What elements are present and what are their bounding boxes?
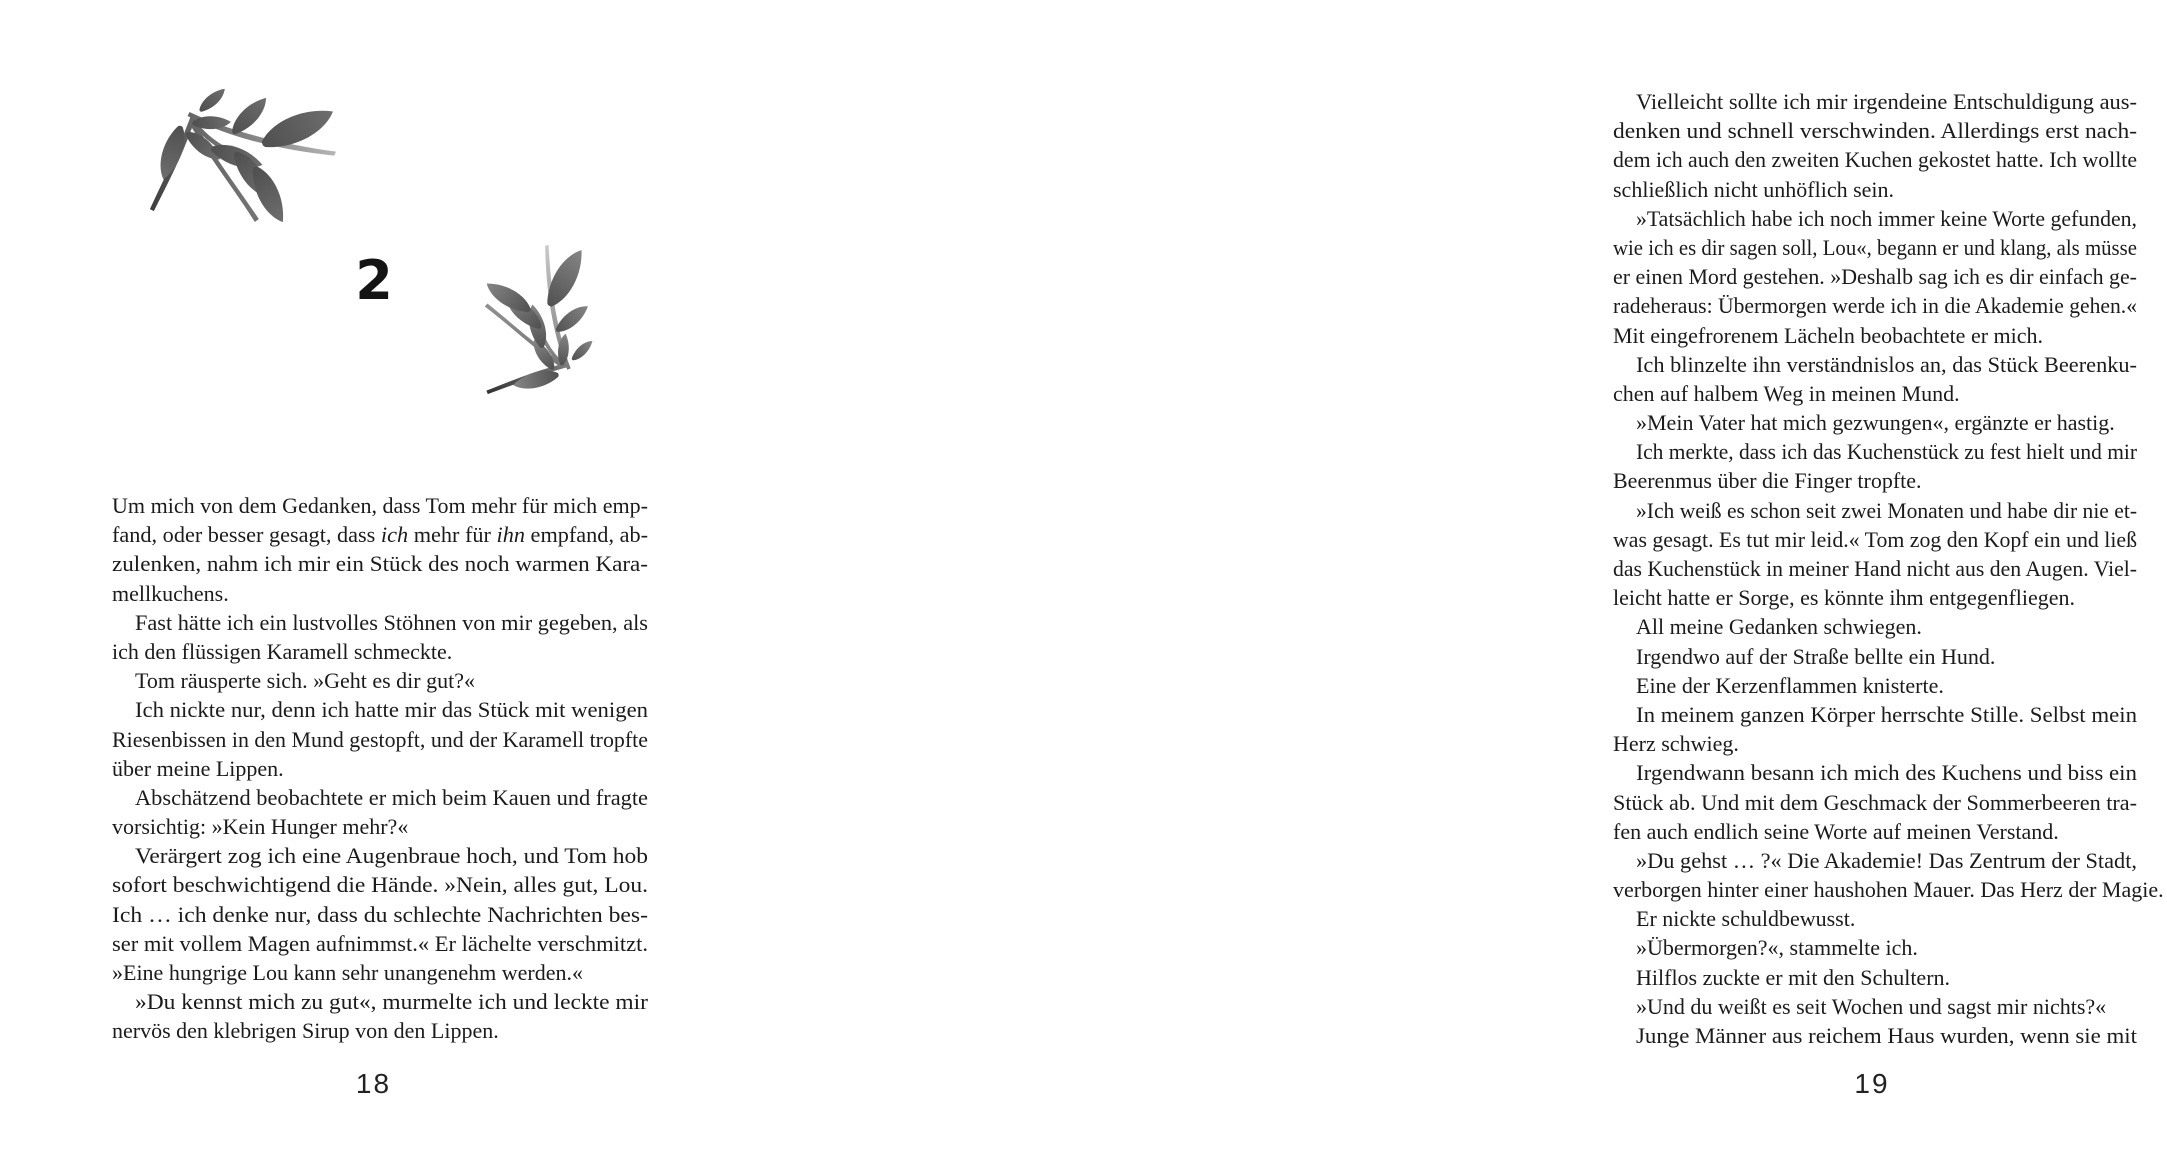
- text-line: leicht hatte er Sorge, es könnte ihm entgegenfliegen.: [1613, 585, 2076, 611]
- text-line: er einen Mord gestehen. »Deshalb sag ich es dir einfach ge-: [1613, 264, 2137, 290]
- text-line: Ich nickte nur, denn ich hatte mir das Stück mit wenigen: [135, 697, 648, 723]
- text-line: radeheraus: Übermorgen werde ich in die Akademie gehen.«: [1613, 293, 2137, 319]
- text-line: »Mein Vater hat mich gezwungen«, ergänzte er hastig.: [1636, 410, 2115, 436]
- text-line: Eine der Kerzenflammen knisterte.: [1636, 672, 1944, 698]
- body-text-right: [1613, 87, 2164, 1050]
- text-line: In meinem ganzen Körper herrschte Stille. Selbst mein: [1636, 701, 2137, 727]
- page-number-left: 18: [355, 1068, 392, 1099]
- text-line: Vielleicht sollte ich mir irgendeine Entschuldigung aus-: [1636, 89, 2137, 114]
- leaf-branch-ornament-right: [465, 226, 590, 416]
- leaf-branch-ornament-top-left: [138, 92, 346, 246]
- text-line: schließlich nicht unhöflich sein.: [1613, 176, 1895, 202]
- text-line: Herz schwieg.: [1613, 731, 1739, 757]
- text-line: Stück ab. Und mit dem Geschmack der Sommerbeeren tra-: [1613, 789, 2137, 815]
- text-line: Fast hätte ich ein lustvolles Stöhnen von mir gegeben, als: [135, 609, 648, 635]
- text-line: Tom räusperte sich. »Geht es dir gut?«: [135, 668, 475, 694]
- text-line: »Du gehst … ?« Die Akademie! Das Zentrum der Stadt,: [1636, 847, 2137, 873]
- chapter-number: 2: [355, 249, 393, 312]
- text-line: fand, oder besser gesagt, dass ich mehr für ihn empfand, ab-: [112, 522, 648, 548]
- text-line: mellkuchens.: [112, 580, 229, 606]
- text-line: »Übermorgen?«, stammelte ich.: [1636, 935, 1918, 961]
- text-line: Um mich von dem Gedanken, dass Tom mehr für mich emp-: [112, 493, 648, 518]
- leaf-branch-icon: [138, 92, 346, 246]
- text-line: fen auch endlich seine Worte auf meinen Verstand.: [1613, 818, 2059, 844]
- text-line: »Und du weißt es seit Wochen und sagst mir nichts?«: [1636, 993, 2107, 1019]
- text-line: nervös den klebrigen Sirup von den Lippen.: [112, 1018, 499, 1044]
- text-line: Ich blinzelte ihn verständnislos an, das Stück Beerenku-: [1636, 351, 2137, 377]
- text-line: Mit eingefrorenem Lächeln beobachtete er mich.: [1613, 322, 2044, 348]
- text-line: denken und schnell verschwinden. Allerdings erst nach-: [1613, 118, 2137, 144]
- text-line: verborgen hinter einer haushohen Mauer. Das Herz der Magie.: [1613, 877, 2164, 903]
- text-line: ser mit vollem Magen aufnimmst.« Er lächelte verschmitzt.: [112, 930, 648, 956]
- text-line: chen auf halbem Weg in meinen Mund.: [1613, 380, 1960, 406]
- text-line: Abschätzend beobachtete er mich beim Kauen und fragte: [135, 784, 648, 810]
- text-line: sofort beschwichtigend die Hände. »Nein, alles gut, Lou.: [112, 872, 648, 898]
- text-line: »Tatsächlich habe ich noch immer keine Worte gefunden,: [1636, 205, 2137, 231]
- text-line: das Kuchenstück in meiner Hand nicht aus den Augen. Viel-: [1613, 556, 2137, 581]
- text-line: wie ich es dir sagen soll, Lou«, begann er und klang, als müsse: [1613, 234, 2137, 260]
- text-line: Junge Männer aus reichem Haus wurden, wenn sie mit: [1636, 1023, 2137, 1048]
- text-line: über meine Lippen.: [112, 755, 284, 781]
- page-number-right: 19: [1854, 1068, 1890, 1099]
- text-line: was gesagt. Es tut mir leid.« Tom zog den Kopf ein und ließ: [1613, 526, 2137, 552]
- page-right: [750, 0, 2164, 1153]
- text-line: All meine Gedanken schwiegen.: [1636, 614, 1922, 640]
- text-line: vorsichtig: »Kein Hunger mehr?«: [112, 814, 409, 840]
- text-line: Hilflos zuckte er mit den Schultern.: [1636, 964, 1951, 990]
- text-line: Verärgert zog ich eine Augenbraue hoch, und Tom hob: [135, 843, 648, 869]
- page-left: [0, 0, 750, 1153]
- text-line: Ich merkte, dass ich das Kuchenstück zu fest hielt und mir: [1636, 439, 2137, 465]
- text-line: Irgendwo auf der Straße bellte ein Hund.: [1636, 643, 1996, 669]
- text-line: Er nickte schuldbewusst.: [1636, 906, 1856, 932]
- text-line: Ich … ich denke nur, dass du schlechte Nachrichten bes-: [112, 901, 648, 927]
- text-line: Irgendwann besann ich mich des Kuchens und biss ein: [1636, 760, 2137, 786]
- text-line: dem ich auch den zweiten Kuchen gekostet hatte. Ich wollte: [1613, 147, 2137, 173]
- text-line: Riesenbissen in den Mund gestopft, und der Karamell tropfte: [112, 726, 648, 752]
- text-line: »Du kennst mich zu gut«, murmelte ich und leckte mir: [135, 989, 648, 1015]
- text-line: »Ich weiß es schon seit zwei Monaten und habe dir nie et-: [1636, 497, 2137, 523]
- body-text-left: [112, 491, 648, 1046]
- text-line: ich den flüssigen Karamell schmeckte.: [112, 638, 453, 664]
- text-line: Beerenmus über die Finger tropfte.: [1613, 468, 1922, 494]
- text-line: zulenken, nahm ich mir ein Stück des noch warmen Kara-: [112, 551, 648, 577]
- text-line: »Eine hungrige Lou kann sehr unangenehm werden.«: [112, 960, 584, 985]
- leaf-branch-icon: [465, 226, 590, 416]
